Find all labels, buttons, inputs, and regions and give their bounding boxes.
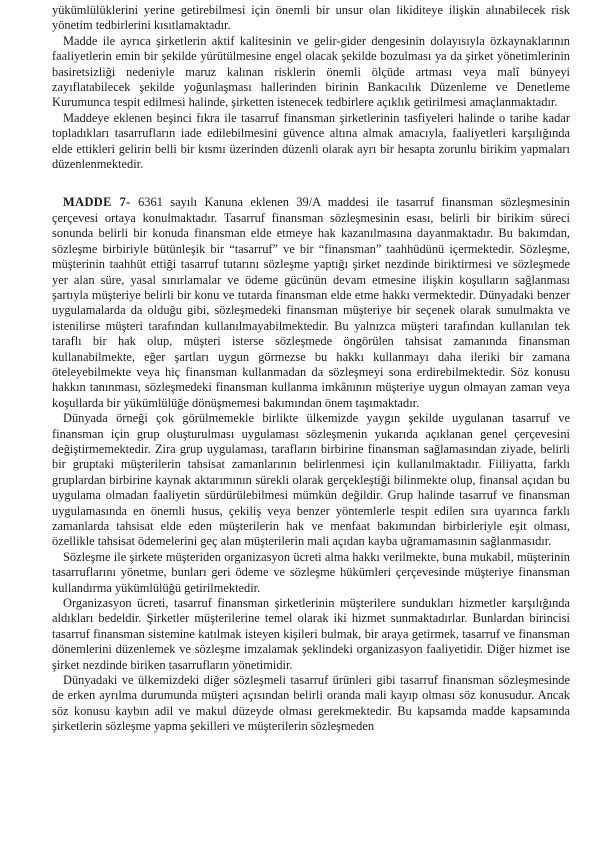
article-7-label: MADDE 7- [63, 195, 131, 210]
paragraph-organization-fee: Organizasyon ücreti, tasarruf finansman şirketlerinin müşterilere sundukları hizmetler karşılığında aldıkları bedeldir. Şirketler müşterilerine temel olarak iki hizmet sunmaktadırlar. Bunlardan birincisi tasarruf finansman sistemine katılmak isteyen kişileri bulmak, bir araya getirmek, tasarruf ve finansman dönemlerini düzenlemek ve sözleşme imzalamak şeklindeki organizasyon faaliyetidir. Diğer hizmet ise şirket nezdinde biriken tasarrufların yönetimidir. [52, 596, 570, 672]
paragraph-asset-quality: Madde ile ayrıca şirketlerin aktif kalitesinin ve gelir-gider dengesinin dolayısıyla özkaynaklarının faaliyetlerin emin bir şekilde yürütülmesine engel olacak şekilde bozulması ya da şirket yönetimlerinin basiretsizliği nedeniyle maruz kalınan risklerin önemli ölçüde artması veya malî bünyeyi zayıflatabilecek şekilde yoğunlaşması hallerinden birinin Bankacılık Düzenleme ve Denetleme Kurumunca tespit edilmesi halinde, şirketten istenecek tedbirlere açıklık getirilmesi amaçlanmaktadır. [52, 33, 570, 110]
paragraph-group-practice: Dünyada örneği çok görülmemekle birlikte ülkemizde yaygın şekilde uygulanan tasarruf ve finansman için grup oluşturulması uygulaması sözleşmenin yukarıda açıklanan genel çerçevesini değiştirmemektedir. Zira grup uygulaması, tarafların birbirine finansman sağlamasından ziyade, belirli bir gruptaki müşterilerin tahsisat zamanlarının belirlenmesi için kullanılmaktadır. Fiiliyatta, farklı gruplardan birbirine kaynak aktarımının sürekli olarak gerçekleştiği bilinmekte olup, finansal açıdan bu uygulama olmadan faaliyetin sürdürülebilmesi mümkün değildir. Grup halinde tasarruf ve finansman uygulamasında en önemli husus, çekiliş veya benzer yöntemlerle tespit edilen sıra uyarınca farklı zamanlarda tahsisat elde eden müşterilerin hak ve menfaat bakımından birbirleriyle eşit olması, özellikle tahsisat ödemelerini geç alan müşterilerin mali açıdan kayba uğramamasının sağlanmasıdır. [52, 411, 570, 549]
paragraph-liquidity-continuation: yükümlülüklerini yerine getirebilmesi için önemli bir unsur olan likiditeye ilişkin alınabilecek risk yönetim tedbirlerini kısıtlamaktadır. [52, 3, 570, 33]
paragraph-early-withdrawal: Dünyadaki ve ülkemizdeki diğer sözleşmeli tasarruf ürünleri gibi tasarruf finansman sözleşmesinde de erken ayrılma durumunda müşteri açısından belirli oranda mali kayıp olması söz konusudur. Ancak söz konusu kaybın adil ve makul düzeyde olması gerekmektedir. Bu kapsamda madde kapsamında şirketlerin sözleşme yapma şekilleri ve müşterilerin sözleşmeden [52, 673, 570, 734]
paragraph-organization-fee-right: Sözleşme ile şirkete müşteriden organizasyon ücreti alma hakkı verilmekte, buna mukabil, müşterinin tasarruflarını yönetme, bunları geri ödeme ve sözleşme hükümleri çerçevesinde müşteriye finansman kullandırma yükümlülüğü getirilmektedir. [52, 549, 570, 595]
article-7-text: 6361 sayılı Kanuna eklenen 39/A maddesi ile tasarruf finansman sözleşmesinin çerçevesi ortaya konulmaktadır. Tasarruf finansman sözleşmesinin esası, belirli bir birikim süreci sonunda belirli bir konuda finansman elde etmeye hak kazanılmasına dayanmaktadır. Bu bakımdan, sözleşme birbiriyle bütünleşik bir “tasarruf” ve bir “finansman” taahhüdünü içermektedir. Sözleşme, müşterinin taahhüt ettiği tasarruf tutarını sözleşme yaptığı şirket nezdinde biriktirmesi ve sözleşmede yer alan süre, yasal sınırlamalar ve ödeme gücünün devam etmesine ilişkin koşulların sağlanması şartıyla müşteriye belirli bir konu ve tutarda finansman elde etme hakkı vermektedir. Dünyadaki benzer uygulamalarda da olduğu gibi, sözleşmedeki finansman müşteriye bir seçenek olarak sunulmakta ve istenilirse müşteri tarafından kullanılmayabilmektedir. Bu yalnızca müşteri tarafından kullanılan tek taraflı bir hak olup, müşteri isterse sözleşmede öngörülen tahsisat zamanında finansman kullanabilmekte, eğer şartları uygun görmezse bu hakkı kullanmayı daha ileriki bir zamana öteleyebilmekte veya hiç finansman kullanmadan da sözleşmeyi sona erdirebilmektedir. Söz konusu hakkın tanınması, sözleşmedeki finansman kullanma imkânının müşteriye uygun olmayan zaman veya koşullarda bir yükümlülüğe dönüşmemesi bakımından önem taşımaktadır. [52, 195, 570, 410]
paragraph-article-7 [52, 195, 570, 411]
paragraph-fifth-clause: Maddeye eklenen beşinci fıkra ile tasarruf finansman şirketlerinin tasfiyeleri halinde o tarihe kadar topladıkları tasarrufların iade edilebilmesini güvence altına almak amacıyla, faaliyetleri karşılığında elde ettikleri gelirin belli bir kısmı üzerinden düzenli olarak ayrı bir hesapta zorunlu birikim yapmaları düzenlenmektedir. [52, 110, 570, 172]
